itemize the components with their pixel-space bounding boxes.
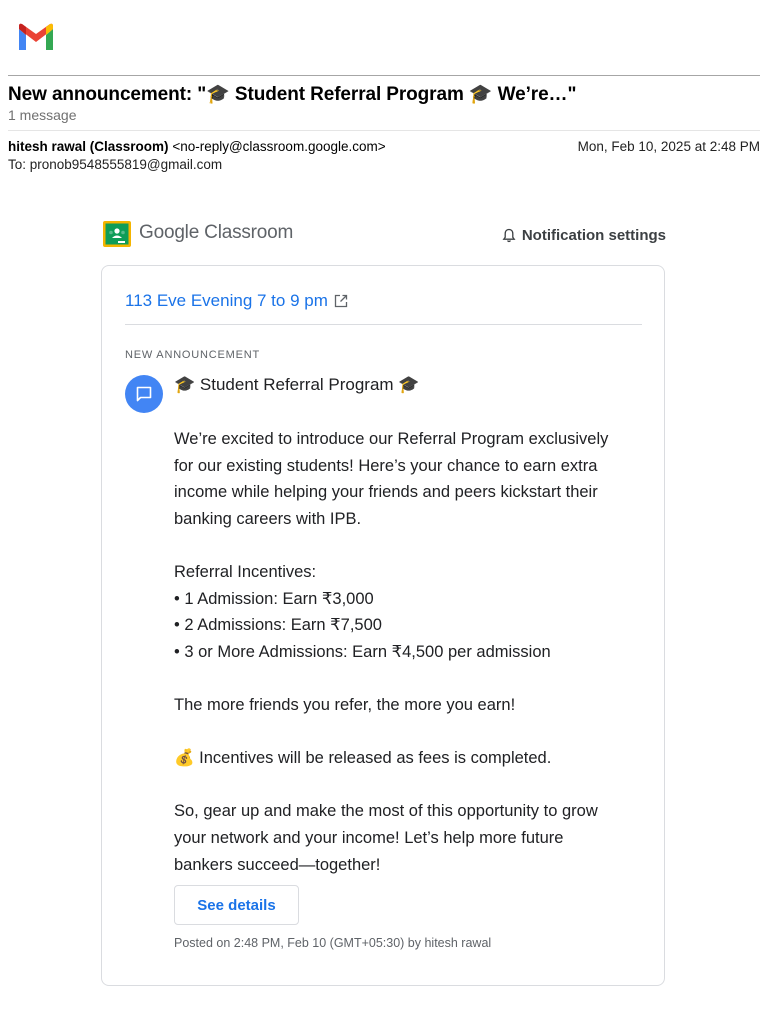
incentive-item: • 3 or More Admissions: Earn ₹4,500 per admission bbox=[174, 642, 551, 661]
announcement-title: 🎓 Student Referral Program 🎓 bbox=[174, 375, 420, 394]
sender-name: hitesh rawal (Classroom) bbox=[8, 139, 169, 154]
body-line: 💰 Incentives will be released as fees is completed. bbox=[174, 749, 552, 768]
body-line: income while helping your friends and peers kickstart their bbox=[174, 483, 598, 502]
incentive-item: • 2 Admissions: Earn ₹7,500 bbox=[174, 616, 382, 635]
class-name: 113 Eve Evening 7 to 9 pm bbox=[125, 291, 328, 310]
brand-classroom: Classroom bbox=[204, 222, 294, 243]
gmail-logo-icon bbox=[16, 23, 56, 53]
notification-settings-link[interactable] bbox=[502, 227, 666, 244]
recipient-line: To: pronob9548555819@gmail.com bbox=[8, 157, 223, 172]
email-date: Mon, Feb 10, 2025 at 2:48 PM bbox=[577, 139, 760, 154]
google-classroom-icon bbox=[103, 221, 131, 247]
announcement-card bbox=[101, 265, 665, 986]
email-subject: New announcement: "🎓 Student Referral Program 🎓 We’re…" bbox=[8, 84, 577, 105]
bell-icon bbox=[502, 228, 516, 243]
body-line: your network and your income! Let’s help more future bbox=[174, 828, 564, 847]
body-line: So, gear up and make the most of this opportunity to grow bbox=[174, 802, 598, 821]
announcement-icon bbox=[134, 384, 154, 404]
notification-settings-label: Notification settings bbox=[521, 227, 666, 244]
body-line: banking careers with IPB. bbox=[174, 509, 362, 528]
body-line: for our existing students! Here’s your chance to earn extra bbox=[174, 456, 598, 475]
body-line: bankers succeed—together! bbox=[174, 855, 381, 874]
body-line: The more friends you refer, the more you earn! bbox=[174, 695, 516, 714]
message-count: 1 message bbox=[8, 107, 77, 123]
open-in-new-icon bbox=[334, 294, 348, 308]
body-line: We’re excited to introduce our Referral Program exclusively bbox=[174, 430, 609, 448]
incentives-heading: Referral Incentives: bbox=[174, 562, 317, 581]
announcement-avatar bbox=[125, 375, 163, 413]
incentive-item: • 1 Admission: Earn ₹3,000 bbox=[174, 589, 374, 608]
card-divider bbox=[125, 324, 642, 325]
google-classroom-brand bbox=[139, 222, 293, 244]
class-name-link[interactable] bbox=[125, 291, 348, 311]
message-divider bbox=[8, 130, 760, 131]
announcement-kicker: NEW ANNOUNCEMENT bbox=[125, 349, 261, 361]
sender-line bbox=[8, 139, 386, 154]
sender-email: <no-reply@classroom.google.com> bbox=[172, 139, 386, 154]
see-details-button[interactable]: See details bbox=[174, 885, 299, 925]
header-divider bbox=[8, 75, 760, 76]
posted-info: Posted on 2:48 PM, Feb 10 (GMT+05:30) by hitesh rawal bbox=[174, 936, 492, 950]
announcement-body bbox=[174, 426, 644, 878]
brand-google: Google bbox=[139, 222, 200, 243]
